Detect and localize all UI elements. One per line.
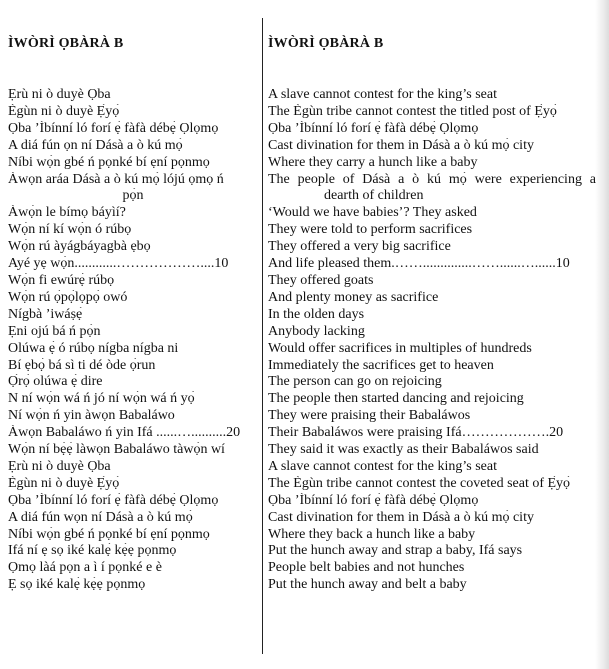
page-edge-shade — [595, 0, 609, 669]
english-line: The Ègùn tribe cannot contest the titled post of Ẹ̀yọ̀ — [268, 103, 557, 119]
english-line: A slave cannot contest for the king’s seat — [268, 87, 497, 102]
english-line: Put the hunch away and belt a baby — [268, 577, 467, 593]
english-line: They were praising their Babaláwos — [268, 408, 471, 424]
yoruba-line: Àwọn aráa Dásà a ò kú mọ́ lójú ọmọ ń — [8, 171, 224, 187]
english-line: People belt babies and not hunches — [268, 560, 465, 576]
yoruba-line: Wọ́n rú ọ̀pọ̀lọpọ̀ owó — [8, 289, 128, 305]
yoruba-line: pọ́n — [122, 188, 144, 204]
english-line: The Ègùn tribe cannot contest the coveted seat of Ẹ̀yọ̀ — [268, 475, 571, 491]
english-line: Immediately the sacrifices get to heaven — [268, 357, 494, 373]
yoruba-line: Wọ́n rú àyágbáyagbà ẹbọ — [8, 239, 151, 255]
english-line: And plenty money as sacrifice — [268, 289, 439, 305]
english-line: Put the hunch away and strap a baby, Ifá says — [268, 543, 523, 559]
english-column — [268, 36, 596, 594]
yoruba-line: Ẹni ojú bá ń pọ́n — [8, 323, 101, 339]
english-line: They offered goats — [268, 272, 374, 288]
yoruba-line: Ọmọ làá pọn a ì í pọnké e è — [8, 560, 162, 576]
yoruba-line: Ọ̀rọ̀ olúwa ẹ̀ dire — [8, 374, 103, 390]
english-line: Anybody lacking — [268, 323, 365, 339]
english-line: ‘Would we have babies’? They asked — [268, 205, 477, 221]
english-line: The people of Dásà a ò kú mọ́ were experiencing a — [268, 171, 596, 187]
yoruba-line: A diá fún wọn ní Dásà a ò kú mọ́ — [8, 509, 193, 525]
yoruba-line: Ẹrù ni ò duyè Ọba — [8, 458, 111, 474]
yoruba-line: A diá fún ọn ní Dásà a ò kú mọ́ — [8, 137, 183, 153]
yoruba-line: N ní wọ́n wá ń jó ní wọ́n wá ń yọ̀ — [8, 391, 195, 407]
english-line: The person can go on rejoicing — [268, 374, 442, 390]
english-line: And life pleased them.……..............……......…......10 — [268, 256, 570, 272]
yoruba-line: Nígbà ’iwáṣẹ̀ — [8, 306, 83, 322]
yoruba-line: Níbi wọ́n gbé ń pọnké bí ẹní pọnmọ — [8, 526, 210, 542]
english-heading: ÌWÒRÌ ỌBÀRÀ B — [268, 36, 384, 51]
yoruba-line: Níbi wọ́n gbé ń pọnké bí ẹní pọnmọ — [8, 154, 210, 170]
yoruba-column — [8, 36, 258, 594]
english-line: Cast divination for them in Dásà a ò kú mọ́ city — [268, 137, 534, 153]
english-line: A slave cannot contest for the king’s seat — [268, 458, 497, 474]
yoruba-line: Ègùn ni ò duyè Ẹ̀yọ̀ — [8, 475, 120, 491]
yoruba-line: Ègùn ni ò duyè Ẹ̀yọ̀ — [8, 103, 120, 119]
yoruba-line: Àwọn Babaláwo ń yin Ifá ......…..........20 — [8, 425, 241, 441]
column-divider — [262, 18, 263, 654]
english-line: They said it was exactly as their Babaláwos said — [268, 442, 539, 458]
english-line: Their Babaláwos were praising Ifá……………….20 — [268, 425, 564, 441]
english-line: They offered a very big sacrifice — [268, 239, 451, 255]
english-line: Ọba ’Ìbínní ló forí ẹ̀ fàfà débẹ̀ Ọlọmọ — [268, 120, 479, 136]
english-line: dearth of children — [324, 188, 424, 204]
yoruba-line: Wọ́n fi ewúrẹ́ rúbọ — [8, 272, 115, 288]
english-line: The people then started dancing and rejoicing — [268, 391, 524, 407]
english-line: In the olden days — [268, 306, 365, 322]
english-line: Would offer sacrifices in multiples of hundreds — [268, 340, 532, 356]
yoruba-line: Wọ́n ní bẹ́ẹ̀ làwọn Babaláwo tàwọ́n wí — [8, 442, 225, 458]
yoruba-heading: ÌWÒRÌ ỌBÀRÀ B — [8, 36, 124, 51]
english-line: Where they carry a hunch like a baby — [268, 154, 478, 170]
english-line: They were told to perform sacrifices — [268, 222, 473, 238]
yoruba-line: Ẹ sọ iké kalẹ̀ kẹ́ẹ pọnmọ — [8, 577, 146, 593]
yoruba-line: Àwọ́n le bímọ báyìí? — [8, 205, 126, 221]
yoruba-line: Ọba ’Ìbínní ló forí ẹ̀ fàfà débẹ̀ Ọlọmọ — [8, 492, 219, 508]
english-line: Ọba ’Ìbínní ló forí ẹ̀ fàfà débẹ̀ Ọlọmọ — [268, 492, 479, 508]
yoruba-line: Ọba ’Ìbínní ló forí ẹ̀ fàfà débẹ̀ Ọlọmọ — [8, 120, 219, 136]
yoruba-line: Ẹrù ni ò duyè Ọba — [8, 87, 111, 102]
yoruba-line: Bí ẹbọ́ bá sì ti dé òde ọ̀run — [8, 357, 156, 373]
yoruba-line: Olúwa ẹ̀ ó rúbọ nígba nígba ni — [8, 340, 179, 356]
yoruba-line: Ní wọ́n ń yin àwọn Babaláwo — [8, 408, 175, 424]
yoruba-line: Ifá ní ẹ sọ iké kalẹ̀ kẹ́ẹ pọnmọ — [8, 543, 177, 559]
yoruba-line: Ayé yẹ wọ́n............………………....10 — [8, 256, 229, 272]
english-line: Cast divination for them in Dásà a ò kú mọ́ city — [268, 509, 534, 525]
english-line: Where they back a hunch like a baby — [268, 526, 476, 542]
yoruba-line: Wọ́n ní kí wọ́n ó rúbọ — [8, 222, 132, 238]
